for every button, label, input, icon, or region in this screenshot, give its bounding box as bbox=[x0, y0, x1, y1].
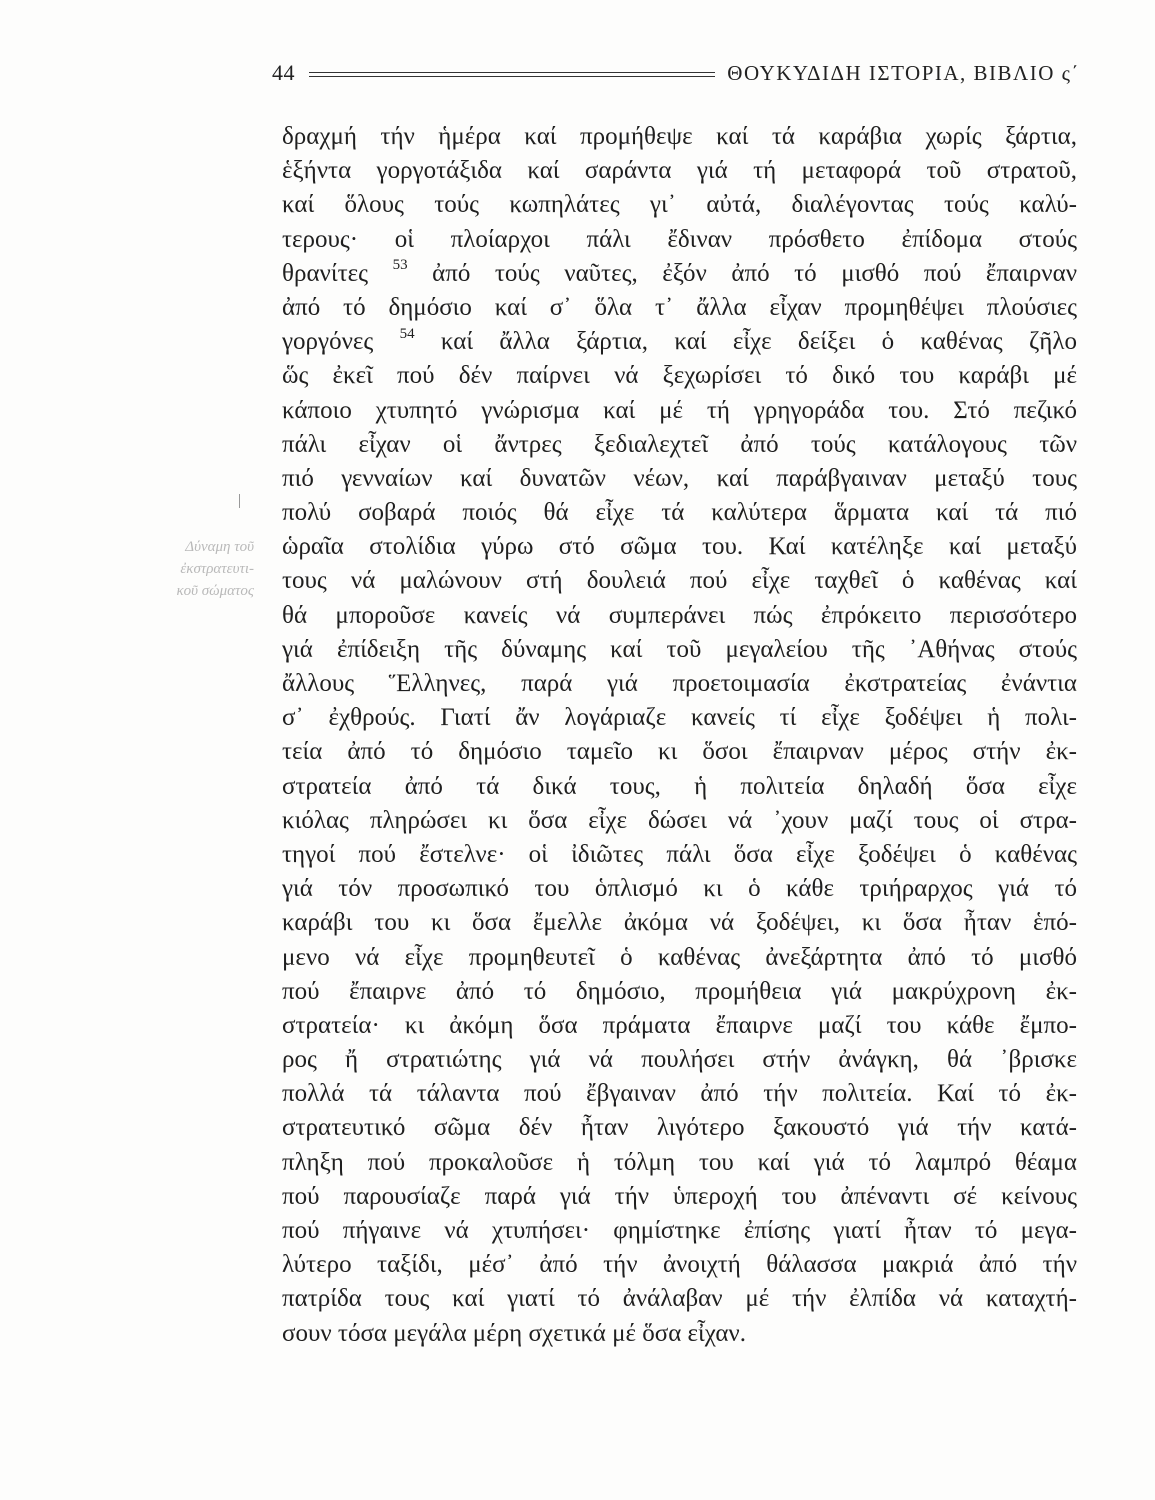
text-line: μενο νά εἶχε προμηθευτεῖ ὁ καθένας ἀνεξάρτητα ἀπό τό μισθό bbox=[282, 943, 1077, 971]
text-line: γιά τόν προσωπικό του ὁπλισμό κι ὁ κάθε τριήραρχος γιά τό bbox=[282, 875, 1077, 903]
text-line: πού παρουσίαζε παρά γιά τήν ὑπεροχή του ἀπέναντι σέ κείνους bbox=[282, 1182, 1077, 1210]
text-line: ρος ἤ στρατιώτης γιά νά πουλήσει στήν ἀνάγκη, θά ᾿βρισκε bbox=[282, 1046, 1077, 1074]
page-header bbox=[272, 58, 1080, 88]
text-line bbox=[282, 257, 1077, 291]
text-line: τηγοί πού ἔστελνε· οἱ ἰδιῶτες πάλι ὅσα εἶχε ξοδέψει ὁ καθένας bbox=[282, 840, 1077, 868]
footnote-ref-53: 53 bbox=[392, 257, 408, 274]
text-line: γιά ἐπίδειξη τῆς δύναμης καί τοῦ μεγαλείου τῆς ᾿Αθήνας στούς bbox=[282, 635, 1077, 663]
margin-note bbox=[104, 536, 254, 602]
text-fragment: καί ἄλλα ξάρτια, καί εἶχε δείξει ὁ καθένας ζῆλο bbox=[440, 328, 1077, 356]
text-line: λύτερο ταξίδι, μέσ᾿ ἀπό τήν ἀνοιχτή θάλασσα μακριά ἀπό τήν bbox=[282, 1251, 1077, 1279]
text-line: ἀπό τό δημόσιο καί σ᾿ ὅλα τ᾿ ἄλλα εἶχαν προμηθέψει πλούσιες bbox=[282, 293, 1077, 321]
text-line bbox=[282, 325, 1077, 359]
running-title: ΘΟΥΚΥΔΙΔΗ ΙΣΤΟΡΙΑ, ΒΙΒΛΙΟ ς΄ bbox=[727, 60, 1080, 85]
text-line: πού ἔπαιρνε ἀπό τό δημόσιο, προμήθεια γιά μακρύχρονη ἐκ- bbox=[282, 977, 1077, 1005]
margin-note-line: Δύναμη τοῦ bbox=[185, 539, 254, 555]
text-line: τους νά μαλώνουν στή δουλειά πού εἶχε ταχθεῖ ὁ καθένας καί bbox=[282, 567, 1077, 595]
text-line: πολύ σοβαρά ποιός θά εἶχε τά καλύτερα ἅρματα καί τά πιό bbox=[282, 499, 1077, 527]
text-line: ἑξήντα γοργοτάξιδα καί σαράντα γιά τή μεταφορά τοῦ στρατοῦ, bbox=[282, 157, 1077, 185]
text-line: δραχμή τήν ἡμέρα καί προμήθεψε καί τά καράβια χωρίς ξάρτια, bbox=[282, 123, 1077, 150]
page-number: 44 bbox=[272, 60, 295, 85]
text-line: ὡραῖα στολίδια γύρω στό σῶμα του. Καί κατέληξε καί μεταξύ bbox=[282, 533, 1077, 561]
text-line: πολλά τά τάλαντα πού ἔβγαιναν ἀπό τήν πολιτεία. Καί τό ἐκ- bbox=[282, 1080, 1077, 1108]
text-line: τερους· οἱ πλοίαρχοι πάλι ἔδιναν πρόσθετο ἐπίδομα στούς bbox=[282, 225, 1077, 253]
margin-note-line: ἐκστρατευτι- bbox=[180, 561, 254, 577]
text-line-last: σουν τόσα μεγάλα μέρη σχετικά μέ ὅσα εἶχαν. bbox=[282, 1319, 746, 1347]
text-line: ὥς ἐκεῖ πού δέν παίρνει νά ξεχωρίσει τό δικό του καράβι μέ bbox=[282, 362, 1077, 390]
text-fragment: ἀπό τούς ναῦτες, ἐξόν ἀπό τό μισθό πού ἔπαιρναν bbox=[432, 259, 1077, 287]
text-line: θά μποροῦσε κανείς νά συμπεράνει πώς ἐπρόκειτο περισσότερο bbox=[282, 601, 1077, 629]
text-line: καί ὅλους τούς κωπηλάτες γι᾿ αὐτά, διαλέγοντας τούς καλύ- bbox=[282, 191, 1077, 219]
text-line: στρατεία· κι ἀκόμη ὅσα πράματα ἔπαιρνε μαζί του κάθε ἔμπο- bbox=[282, 1011, 1077, 1039]
text-line: στρατεία ἀπό τά δικά τους, ἡ πολιτεία δηλαδή ὅσα εἶχε bbox=[282, 772, 1077, 800]
footnote-ref-54: 54 bbox=[399, 325, 415, 342]
text-fragment: γοργόνες bbox=[282, 328, 374, 356]
body-text bbox=[282, 120, 1077, 1351]
text-line: πιό γενναίων καί δυνατῶν νέων, καί παράβγαιναν μεταξύ τους bbox=[282, 464, 1077, 492]
text-fragment: θρανίτες bbox=[282, 259, 369, 287]
margin-mark bbox=[239, 494, 240, 508]
text-line: πάλι εἶχαν οἱ ἄντρες ξεδιαλεχτεῖ ἀπό τούς κατάλογους τῶν bbox=[282, 430, 1077, 458]
margin-note-line: κοῦ σώματος bbox=[176, 583, 254, 599]
header-rule bbox=[309, 72, 715, 77]
text-line: σ᾿ ἐχθρούς. Γιατί ἄν λογάριαζε κανείς τί εἶχε ξοδέψει ἡ πολι- bbox=[282, 704, 1077, 732]
text-line: πληξη πού προκαλοῦσε ἡ τόλμη του καί γιά τό λαμπρό θέαμα bbox=[282, 1148, 1077, 1176]
text-line: κάποιο χτυπητό γνώρισμα καί μέ τή γρηγοράδα του. Στό πεζικό bbox=[282, 396, 1077, 424]
text-line: πατρίδα τους καί γιατί τό ἀνάλαβαν μέ τήν ἐλπίδα νά καταχτή- bbox=[282, 1285, 1077, 1313]
text-line: καράβι του κι ὅσα ἔμελλε ἀκόμα νά ξοδέψει, κι ὅσα ἦταν ἑπό- bbox=[282, 909, 1077, 937]
text-line: στρατευτικό σῶμα δέν ἦταν λιγότερο ξακουστό γιά τήν κατά- bbox=[282, 1114, 1077, 1142]
text-line: τεία ἀπό τό δημόσιο ταμεῖο κι ὅσοι ἔπαιρναν μέρος στήν ἐκ- bbox=[282, 738, 1077, 766]
text-line: πού πήγαινε νά χτυπήσει· φημίστηκε ἐπίσης γιατί ἦταν τό μεγα- bbox=[282, 1217, 1077, 1244]
text-line: κιόλας πληρώσει κι ὅσα εἶχε δώσει νά ᾿χουν μαζί τους οἱ στρα- bbox=[282, 806, 1077, 834]
text-line: ἄλλους Ἕλληνες, παρά γιά προετοιμασία ἐκστρατείας ἐνάντια bbox=[282, 670, 1077, 697]
